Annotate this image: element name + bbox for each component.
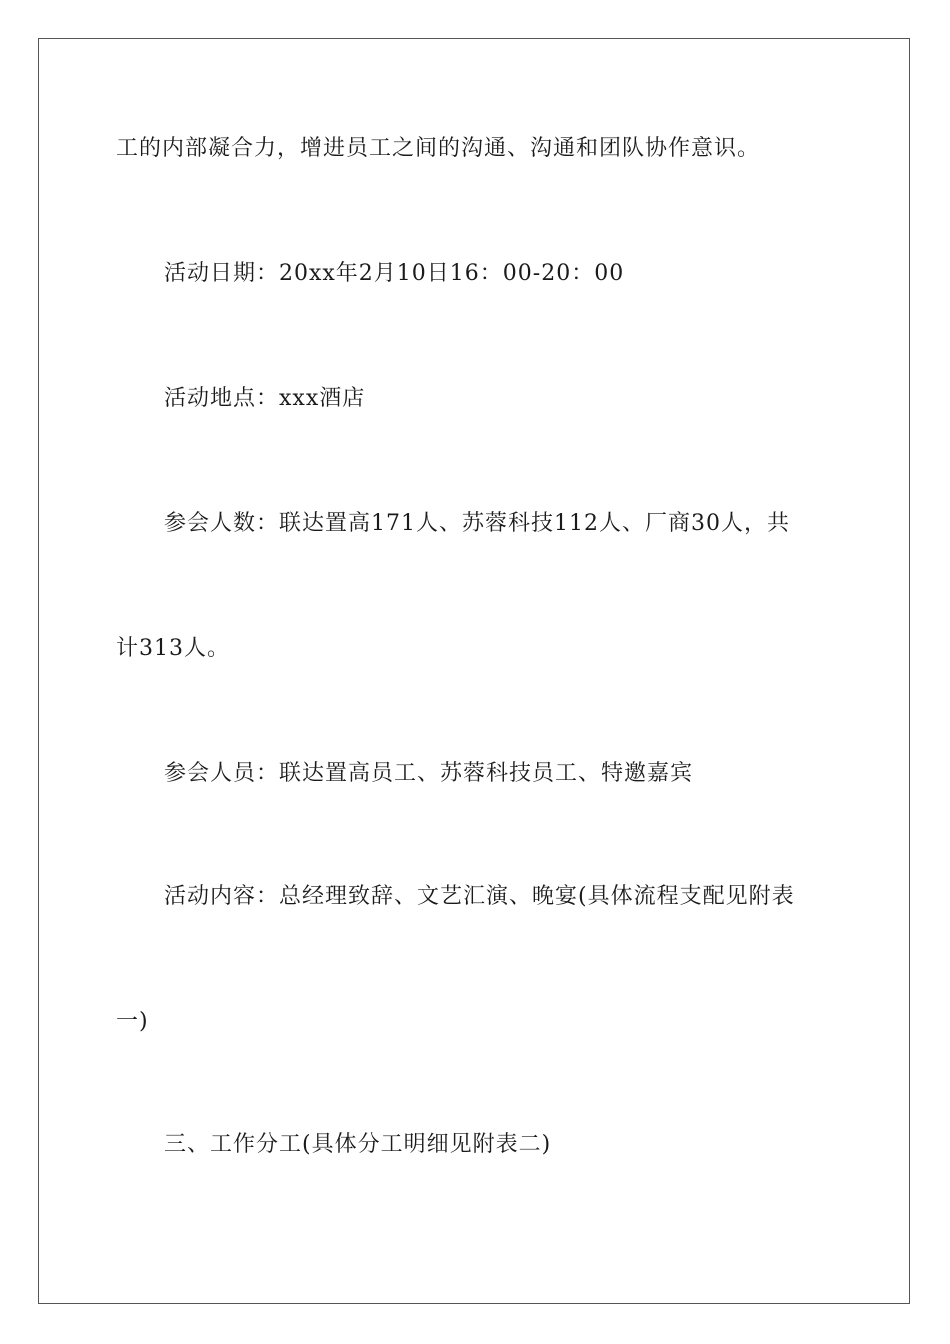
section-heading-work-division: 三、工作分工(具体分工明细见附表二) <box>164 1132 552 1157</box>
text-line-activity-content-cont: 一) <box>116 1009 149 1034</box>
text-line-activity-content: 活动内容：总经理致辞、文艺汇演、晚宴(具体流程支配见附表 <box>164 884 795 909</box>
page-border <box>38 38 910 1304</box>
text-line-attendee-count: 参会人数：联达置高171人、苏蓉科技112人、厂商30人，共 <box>164 511 790 536</box>
text-line-attendees: 参会人员：联达置高员工、苏蓉科技员工、特邀嘉宾 <box>164 761 694 786</box>
text-line-activity-date: 活动日期：20xx年2月10日16：00-20：00 <box>164 261 625 286</box>
text-line-activity-location: 活动地点：xxx酒店 <box>164 386 366 411</box>
text-line-attendee-count-cont: 计313人。 <box>116 636 230 661</box>
text-line-continuation: 工的内部凝合力，增进员工之间的沟通、沟通和团队协作意识。 <box>116 136 761 161</box>
